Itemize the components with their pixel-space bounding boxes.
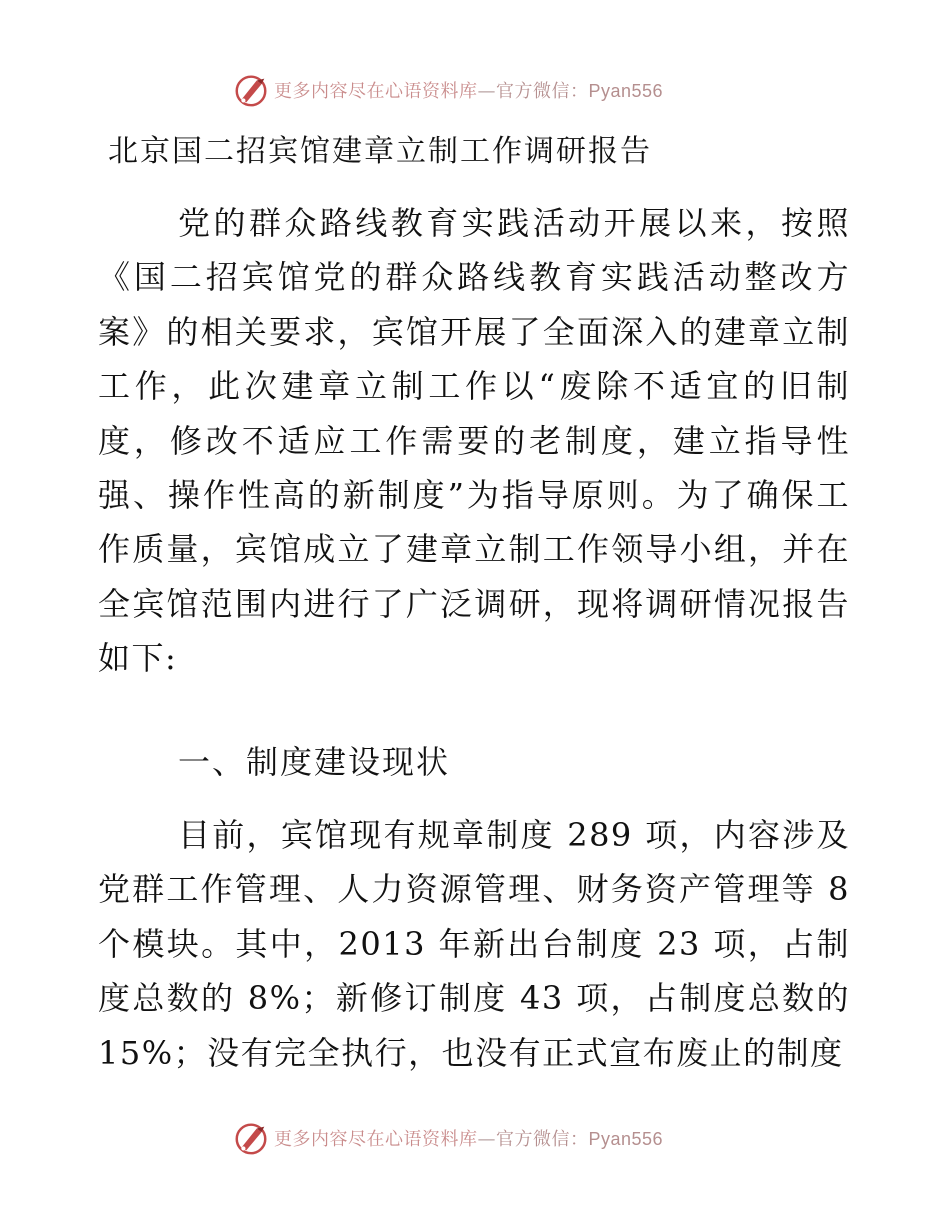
pen-circle-logo-icon [232, 1119, 270, 1157]
pen-circle-logo-icon [232, 71, 270, 109]
document-title: 北京国二招宾馆建章立制工作调研报告 [108, 134, 652, 169]
paragraph-status: 目前，宾馆现有规章制度 289 项，内容涉及党群工作管理、人力资源管理、财务资产管理等 8 个模块。其中，2013 年新出台制度 23 项，占制度总数的 8%；新修订制度 43 项，占制度总数的 15%；没有完全执行，也没有正式宣布废止的制度 [98, 816, 850, 1072]
banner-wechat-text: 官方微信：Pyan556 [496, 81, 664, 101]
section-heading: 一、制度建设现状 [178, 743, 451, 781]
banner-separator: — [477, 1129, 496, 1150]
banner-text [274, 77, 663, 103]
banner-brand-text: 更多内容尽在心语资料库 [274, 81, 478, 102]
banner-brand-text: 更多内容尽在心语资料库 [274, 1129, 478, 1150]
banner-text [274, 1125, 663, 1151]
paragraph-intro: 党的群众路线教育实践活动开展以来，按照《国二招宾馆党的群众路线教育实践活动整改方案》的相关要求，宾馆开展了全面深入的建章立制工作，此次建章立制工作以“废除不适宜的旧制度，修改不适应工作需要的老制度，建立指导性强、操作性高的新制度”为指导原则。为了确保工作质量，宾馆成立了建章立制工作领导小组，并在全宾馆范围内进行了广泛调研，现将调研情况报告如下: [98, 204, 850, 678]
banner-separator: — [477, 81, 496, 102]
footer-banner[interactable] [232, 1118, 663, 1158]
banner-wechat-text: 官方微信：Pyan556 [496, 1129, 664, 1149]
header-banner[interactable] [232, 70, 663, 110]
